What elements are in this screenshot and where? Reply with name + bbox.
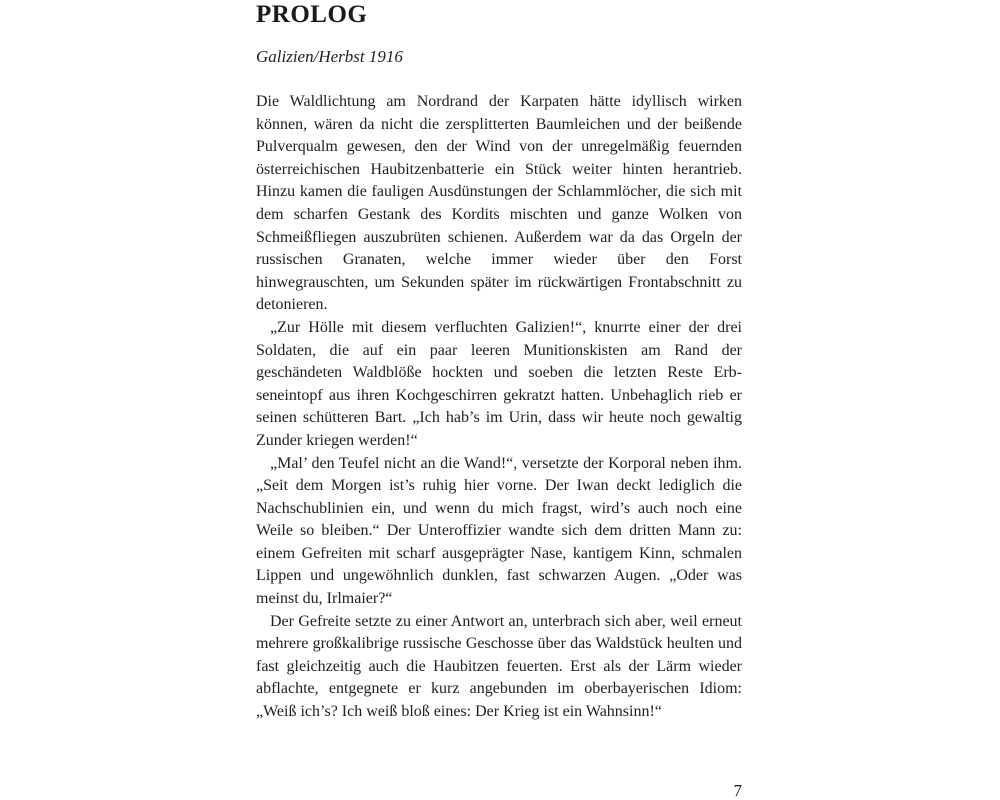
chapter-subtitle: Galizien/Herbst 1916 [256, 47, 403, 66]
page-number: 7 [733, 781, 742, 800]
book-page [256, 0, 742, 800]
paragraph-3: „Mal’ den Teufel nicht an die Wand!“, versetzte der Korporal neben ihm. „Seit dem Morgen ist’s ruhig hier vorne. Der Iwan deckt lediglich die Nachschublinien ein, und wenn du mich fragst, wird’s auch noch eine Weile so bleiben.“ Der Unteroffizier wandte sich dem dritten Mann zu: einem Gefreiten mit scharf ausgeprägter Nase, kantigem Kinn, schmalen Lippen und ungewöhnlich dunklen, fast schwarzen Augen. „Oder was meinst du, Irlmaier?“ [256, 454, 742, 608]
chapter-body [256, 91, 742, 724]
paragraph-2: „Zur Hölle mit diesem verfluchten Galizien!“, knurrte einer der drei Soldaten, die auf ein paar leeren Munitionskisten am Rand der geschändeten Waldblöße hockten und soeben die letzten Reste Erbseneintopf aus ihren Kochgeschirren gekratzt hatten. Unbehaglich rieb er seinen schütteren Bart. „Ich hab’s im Urin, dass wir heute noch gewaltig Zunder kriegen werden!“ [256, 318, 742, 449]
paragraph-1: Die Waldlichtung am Nordrand der Karpaten hätte idyllisch wirken können, wären da nicht die zersplitterten Baumleichen und der beißende Pulverqualm gewesen, den der Wind von der unregelmäßig feuernden österreichischen Haubitzenbatterie ein Stück weiter hinten herantrieb. Hinzu kamen die fauligen Ausdünstungen der Schlammlöcher, die sich mit dem scharfen Gestank des Kordits mischten und ganze Wolken von Schmeißfliegen auszubrüten schienen. Außerdem war da das Orgeln der russischen Granaten, welche immer wieder über den Forst hinwegrauschten, um Sekunden später im rückwärtigen Frontabschnitt zu detonieren. [256, 93, 742, 314]
chapter-title: PROLOG [256, 1, 368, 28]
paragraph-4: Der Gefreite setzte zu einer Antwort an, unterbrach sich aber, weil erneut mehrere großkalibrige russische Geschosse über das Waldstück heulten und fast gleichzeitig auch die Haubitzen feuerten. Erst als der Lärm wieder abflachte, entgegnete er kurz angebunden im oberbayerischen Idiom: „Weiß ich’s? Ich weiß bloß eines: Der Krieg ist ein Wahnsinn!“ [256, 612, 742, 721]
